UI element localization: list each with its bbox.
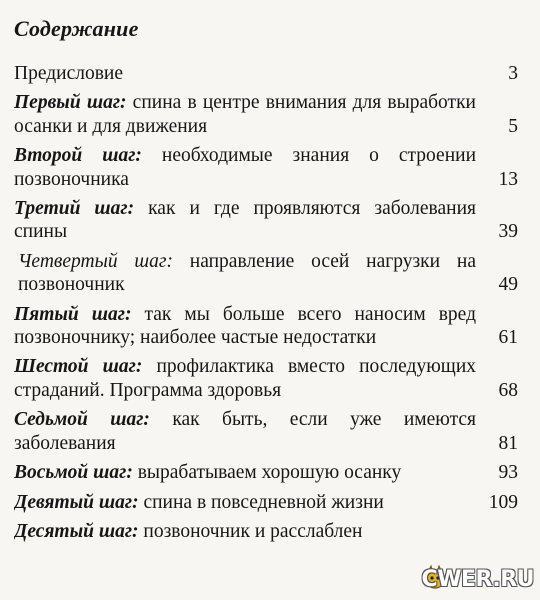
watermark-text: CWER.RU [421, 567, 534, 592]
toc-entry-page: 49 [498, 274, 518, 296]
toc-entry-page: 81 [498, 432, 518, 454]
toc-entry-page: 61 [498, 327, 518, 349]
toc-entry-step-3 [14, 197, 518, 244]
toc-entry-page: 39 [498, 221, 518, 243]
toc-entry-page: 109 [488, 491, 518, 513]
toc-entry-text: спина в центре внимания для выработки осанки и для движения [14, 92, 476, 137]
toc-entry-step-4 [14, 250, 518, 297]
toc-entry-page: 3 [508, 63, 518, 84]
toc-entry-text: спина в повседневной жизни [138, 491, 384, 513]
toc-entry-step-1 [14, 91, 518, 138]
toc-entry-lead: Десятый шаг: [14, 520, 139, 542]
toc-entry-step-7 [14, 408, 518, 455]
toc-entry-step-8 [14, 461, 518, 484]
toc-entry-lead: Второй шаг: [14, 145, 142, 167]
toc-entry-text: профилактика вместо последующих страданий. Программа здоровья [14, 356, 476, 401]
toc-entry-lead: Четвертый шаг: [18, 250, 173, 272]
toc-entry-lead: Восьмой шаг: [14, 462, 133, 484]
toc-entry-step-2 [14, 144, 518, 191]
watermark [418, 562, 536, 596]
toc-entry-lead: Третий шаг: [14, 198, 135, 220]
toc-entry-text: так мы больше всего наносим вред позвоночнику; наиболее частые недостатки [14, 303, 476, 349]
toc-entry-page: 93 [498, 462, 518, 484]
toc-entry-step-6 [14, 355, 518, 402]
toc-entry-preface [14, 62, 518, 85]
toc-list [14, 62, 518, 549]
toc-entry-page: 13 [498, 168, 518, 190]
toc-entry-lead: Девятый шаг: [14, 491, 139, 513]
toc-entry-text: позвоночник и расслаблен [138, 520, 363, 542]
toc-entry-step-5 [14, 303, 518, 350]
toc-entry-page: 68 [498, 379, 518, 401]
toc-title: Содержание [14, 16, 139, 41]
toc-entry-lead: Пятый шаг: [14, 303, 132, 325]
toc-entry-text: направление осей нагрузки на позвоночник [18, 250, 476, 296]
toc-entry-text: вырабатываем хорошую осанку [132, 462, 402, 484]
toc-entry-lead: Шестой шаг: [14, 356, 143, 378]
toc-entry-text: как быть, если уже имеются заболевания [14, 409, 476, 454]
toc-entry-text: необходимые знания о строении позвоночника [14, 145, 477, 190]
toc-entry-page: 5 [508, 115, 518, 137]
toc-entry-step-10 [14, 520, 518, 543]
toc-entry-text: Предисловие [14, 63, 124, 84]
toc-entry-lead: Седьмой шаг: [14, 409, 150, 431]
toc-entry-step-9 [14, 491, 518, 514]
toc-entry-text: как и где проявляются заболевания спины [14, 198, 476, 243]
toc-entry-lead: Первый шаг: [14, 92, 127, 114]
